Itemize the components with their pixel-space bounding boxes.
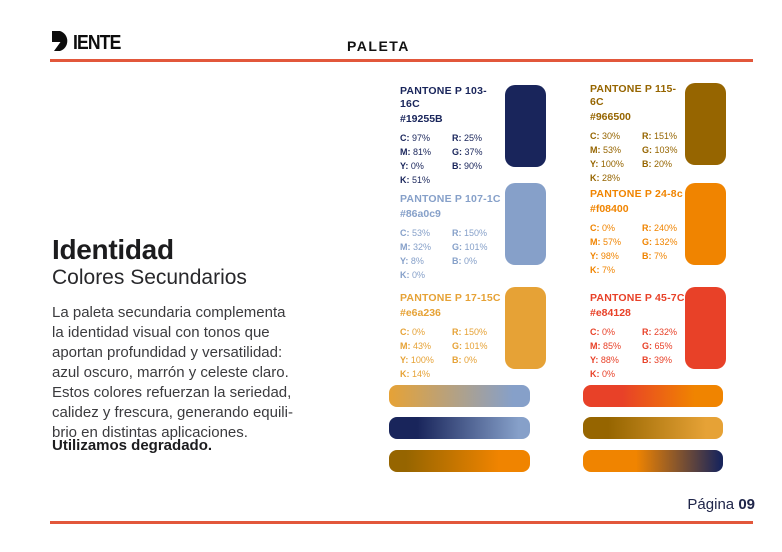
page-heading: Identidad bbox=[52, 234, 174, 265]
cmyk-value: Y: 0% bbox=[400, 161, 424, 171]
rgb-value: R: 232% bbox=[642, 327, 678, 337]
gradient-bar-orange-navy bbox=[583, 450, 723, 472]
paragraph-line: azul oscuro, marrón y celeste claro. bbox=[52, 364, 289, 381]
cmyk-value: Y: 98% bbox=[590, 251, 619, 261]
rgb-value: R: 151% bbox=[642, 131, 678, 141]
description-paragraph bbox=[52, 303, 352, 443]
rgb-value: G: 65% bbox=[642, 341, 673, 351]
rgb-value: R: 150% bbox=[452, 327, 488, 337]
pantone-block-amber bbox=[400, 287, 546, 383]
pantone-hex: #19255B bbox=[400, 113, 443, 125]
section-title: PALETA bbox=[347, 38, 410, 54]
gradient-bar-red-orange bbox=[583, 385, 723, 407]
rgb-value: G: 132% bbox=[642, 237, 678, 247]
rgb-value: G: 101% bbox=[452, 341, 488, 351]
cmyk-value: M: 57% bbox=[590, 237, 622, 247]
pantone-hex: #e6a236 bbox=[400, 307, 441, 319]
paragraph-line: calidez y frescura, generando equili- bbox=[52, 404, 293, 421]
cmyk-value: M: 81% bbox=[400, 147, 432, 157]
cmyk-value: Y: 100% bbox=[400, 355, 434, 365]
cmyk-value: Y: 8% bbox=[400, 256, 424, 266]
brand-logo bbox=[50, 29, 127, 58]
pantone-block-orange bbox=[590, 183, 726, 279]
page-number bbox=[687, 496, 755, 513]
rgb-value: R: 25% bbox=[452, 133, 483, 143]
page-subheading: Colores Secundarios bbox=[52, 266, 247, 289]
cmyk-value: K: 0% bbox=[590, 369, 616, 379]
rgb-value: B: 7% bbox=[642, 251, 668, 261]
paragraph-line: la identidad visual con tonos que bbox=[52, 324, 270, 341]
cmyk-value: Y: 100% bbox=[590, 159, 624, 169]
footer-rule bbox=[50, 521, 753, 524]
cmyk-value: C: 97% bbox=[400, 133, 431, 143]
cmyk-value: C: 0% bbox=[400, 327, 426, 337]
cmyk-value: M: 85% bbox=[590, 341, 622, 351]
color-swatch bbox=[685, 287, 726, 369]
rgb-value: G: 103% bbox=[642, 145, 678, 155]
page-number-value: 09 bbox=[738, 496, 755, 513]
cmyk-value: K: 28% bbox=[590, 173, 621, 183]
rgb-value: B: 0% bbox=[452, 355, 478, 365]
paragraph-line: Estos colores refuerzan la seriedad, bbox=[52, 384, 292, 401]
color-swatch bbox=[685, 183, 726, 265]
cmyk-value: C: 0% bbox=[590, 327, 616, 337]
logo-tooth-icon bbox=[50, 29, 72, 58]
color-swatch bbox=[505, 183, 546, 265]
cmyk-value: M: 53% bbox=[590, 145, 622, 155]
rgb-value: R: 150% bbox=[452, 228, 488, 238]
paragraph-line: brio en distintas aplicaciones. bbox=[52, 424, 248, 441]
gradient-note: Utilizamos degradado. bbox=[52, 437, 213, 454]
pantone-hex: #86a0c9 bbox=[400, 208, 441, 220]
paragraph-line: aportan profundidad y versatilidad: bbox=[52, 344, 283, 361]
cmyk-value: M: 32% bbox=[400, 242, 432, 252]
cmyk-value: C: 0% bbox=[590, 223, 616, 233]
cmyk-value: K: 14% bbox=[400, 369, 431, 379]
pantone-name: PANTONE P 103-16C bbox=[400, 85, 487, 110]
pantone-name: PANTONE P 17-15C bbox=[400, 292, 501, 304]
cmyk-value: Y: 88% bbox=[590, 355, 619, 365]
rgb-value: G: 101% bbox=[452, 242, 488, 252]
pantone-block-red bbox=[590, 287, 726, 383]
pantone-name: PANTONE P 24-8c bbox=[590, 188, 683, 200]
rgb-value: B: 39% bbox=[642, 355, 673, 365]
gradient-bar-brown-amber bbox=[583, 417, 723, 439]
paragraph-line: La paleta secundaria complementa bbox=[52, 304, 286, 321]
color-swatch bbox=[505, 85, 546, 167]
pantone-hex: #966500 bbox=[590, 111, 631, 123]
pantone-hex: #f08400 bbox=[590, 203, 629, 215]
rgb-value: B: 20% bbox=[642, 159, 673, 169]
pantone-block-light-blue bbox=[400, 183, 546, 284]
gradient-bar-navy-lightblue bbox=[389, 417, 530, 439]
pantone-name: PANTONE P 115-6C bbox=[590, 83, 677, 108]
header-rule bbox=[50, 59, 753, 62]
rgb-value: R: 240% bbox=[642, 223, 678, 233]
color-swatch bbox=[505, 287, 546, 369]
rgb-value: B: 0% bbox=[452, 256, 478, 266]
color-swatch bbox=[685, 83, 726, 165]
pantone-name: PANTONE P 45-7C bbox=[590, 292, 685, 304]
cmyk-value: K: 0% bbox=[400, 270, 426, 280]
cmyk-value: C: 30% bbox=[590, 131, 621, 141]
pantone-hex: #e84128 bbox=[590, 307, 631, 319]
page-number-label: Página bbox=[687, 496, 735, 513]
logo-text: IENTE bbox=[73, 32, 121, 54]
cmyk-value: C: 53% bbox=[400, 228, 431, 238]
rgb-value: B: 90% bbox=[452, 161, 483, 171]
cmyk-value: K: 51% bbox=[400, 175, 431, 185]
pantone-block-navy bbox=[400, 85, 546, 189]
gradient-bar-brown-orange bbox=[389, 450, 530, 472]
cmyk-value: M: 43% bbox=[400, 341, 432, 351]
gradient-bar-amber-lightblue bbox=[389, 385, 530, 407]
pantone-name: PANTONE P 107-1C bbox=[400, 193, 501, 205]
pantone-block-brown bbox=[590, 83, 726, 187]
cmyk-value: K: 7% bbox=[590, 265, 616, 275]
rgb-value: G: 37% bbox=[452, 147, 483, 157]
